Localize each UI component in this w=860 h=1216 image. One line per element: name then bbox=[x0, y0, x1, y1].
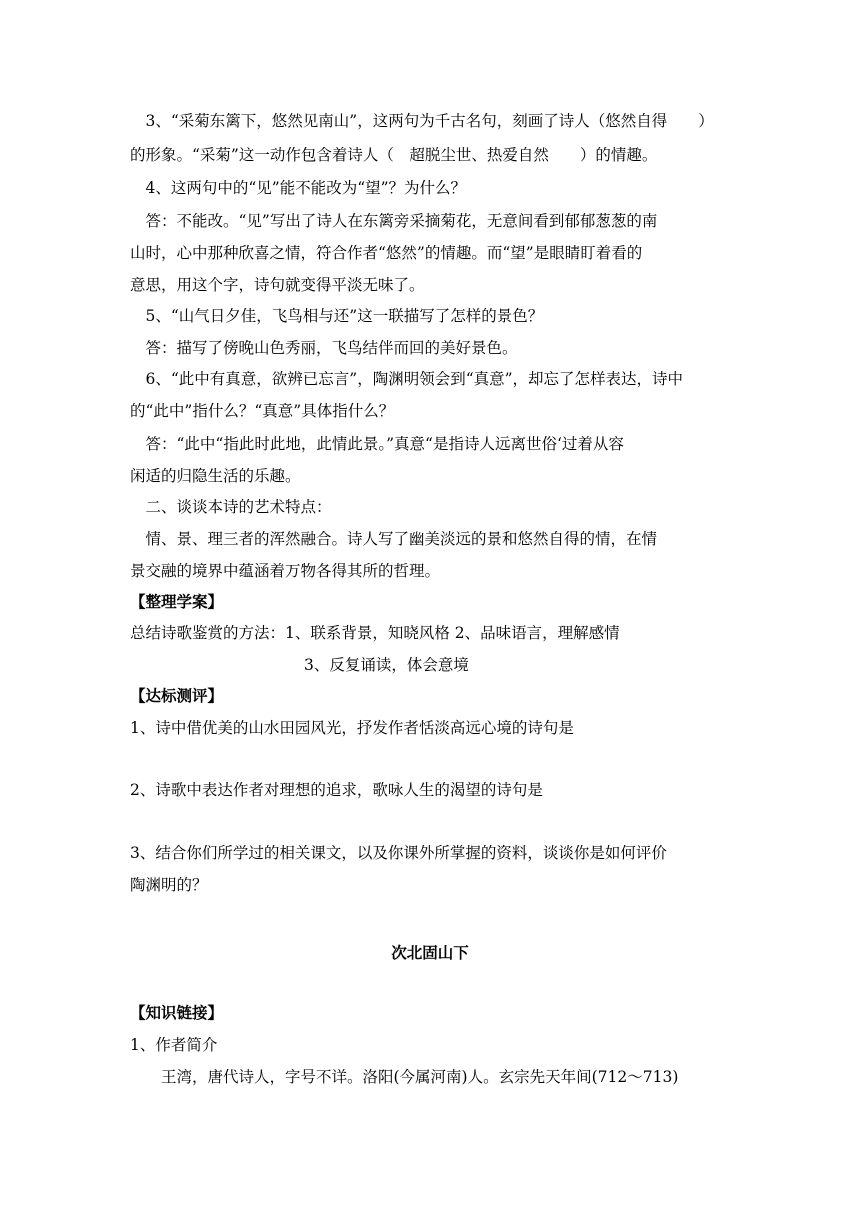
text-line: 闲适的归隐生活的乐趣。 bbox=[130, 467, 301, 485]
poem-title: 次北固山下 bbox=[391, 944, 469, 962]
method-line: 总结诗歌鉴赏的方法：1、联系背景，知晓风格 2、品味语言，理解感情 bbox=[130, 624, 620, 642]
question-1: 1、诗中借优美的山水田园风光，抒发作者恬淡高远心境的诗句是 bbox=[130, 719, 574, 737]
section-heading-knowledge: 【知识链接】 bbox=[130, 1004, 224, 1022]
method-line-continued: 3、反复诵读，体会意境 bbox=[304, 656, 469, 674]
section-heading-assessment: 【达标测评】 bbox=[130, 687, 224, 705]
author-intro: 王湾，唐代诗人，字号不详。洛阳(今属河南)人。玄宗先天年间(712～713) bbox=[130, 1068, 679, 1086]
section-heading-review: 【整理学案】 bbox=[130, 593, 224, 611]
text-line: 6、“此中有真意，欲辨已忘言”，陶渊明领会到“真意”，却忘了怎样表达，诗中 bbox=[130, 370, 684, 388]
text-line: 答：描写了傍晚山色秀丽，飞鸟结伴而回的美好景色。 bbox=[130, 339, 518, 357]
text-line: 山时，心中那种欣喜之情，符合作者“悠然”的情趣。而“望”是眼睛盯着看的 bbox=[130, 244, 643, 262]
text-line: 5、“山气日夕佳，飞鸟相与还”这一联描写了怎样的景色？ bbox=[130, 307, 544, 325]
author-heading: 1、作者简介 bbox=[130, 1036, 218, 1054]
text-line: 答：不能改。“见”写出了诗人在东篱旁采摘菊花，无意间看到郁郁葱葱的南 bbox=[130, 212, 658, 230]
text-line: 的形象。“采菊”这一动作包含着诗人（ 超脱尘世、热爱自然 ）的情趣。 bbox=[130, 146, 658, 164]
text-line: 3、“采菊东篱下，悠然见南山”，这两句为千古名句，刻画了诗人（悠然自得 ） bbox=[130, 112, 714, 130]
text-line: 情、景、理三者的浑然融合。诗人写了幽美淡远的景和悠然自得的情，在情 bbox=[130, 530, 658, 548]
question-2: 2、诗歌中表达作者对理想的追求，歌咏人生的渴望的诗句是 bbox=[130, 781, 543, 799]
text-line: 的“此中”指什么？“真意”具体指什么？ bbox=[130, 402, 395, 420]
question-3: 3、结合你们所学过的相关课文，以及你课外所掌握的资料，谈谈你是如何评价 bbox=[130, 844, 667, 862]
text-line: 二、谈谈本诗的艺术特点： bbox=[130, 498, 332, 516]
question-3-continued: 陶渊明的？ bbox=[130, 876, 208, 894]
text-line: 4、这两句中的“见”能不能改为“望”？为什么？ bbox=[130, 179, 467, 197]
text-line: 意思，用这个字，诗句就变得平淡无味了。 bbox=[130, 276, 425, 294]
text-line: 景交融的境界中蕴涵着万物各得其所的哲理。 bbox=[130, 562, 441, 580]
text-line: 答：“此中“指此时此地，此情此景。”真意“是指诗人远离世俗‘过着从容 bbox=[130, 435, 624, 453]
